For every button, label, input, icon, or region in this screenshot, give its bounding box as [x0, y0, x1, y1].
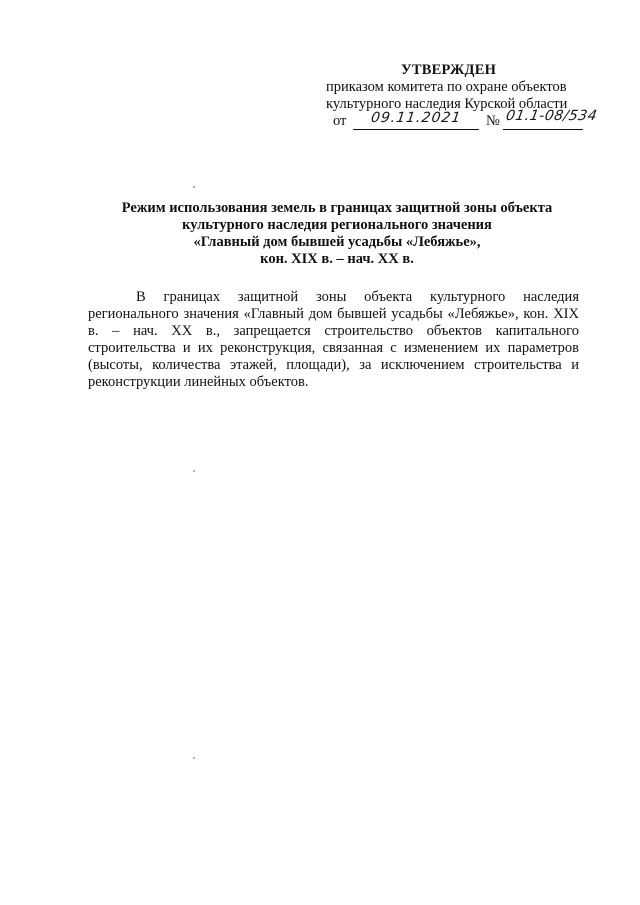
- date-label: от: [333, 113, 347, 129]
- date-field: [353, 111, 479, 130]
- handwritten-number: 01.1-08/534: [504, 108, 599, 124]
- title-line-1: Режим использования земель в границах защитной зоны объекта: [121, 200, 553, 216]
- body-paragraph: В границах защитной зоны объекта культурного наследия регионального значения «Главный дом бывшей усадьбы «Лебяжье», кон. XIX в. – нач. XX в., запрещается строительство объектов капитального строительства и их реконструкция, связанная с изменением их параметров (высоты, количества этажей, площади), за исключением строительства и реконструкции линейных объектов.: [88, 289, 579, 390]
- scan-speck: [193, 470, 195, 472]
- approval-date-number-line: [312, 108, 612, 133]
- scan-speck: [193, 757, 195, 759]
- number-label: №: [486, 113, 500, 129]
- approval-line-1: приказом комитета по охране объектов: [326, 79, 567, 95]
- title-line-4: кон. XIX в. – нач. XX в.: [260, 251, 414, 267]
- approval-heading: УТВЕРЖДЕН: [401, 62, 497, 78]
- approval-block: [312, 62, 612, 133]
- handwritten-date: 09.11.2021: [369, 110, 463, 126]
- approval-line-2: культурного наследия Курской области: [326, 96, 568, 112]
- scan-speck: [193, 186, 195, 188]
- document-title: [92, 200, 582, 268]
- document-body: [88, 289, 579, 391]
- title-line-2: культурного наследия регионального значения: [182, 217, 492, 233]
- title-line-3: «Главный дом бывшей усадьбы «Лебяжье»,: [193, 234, 481, 250]
- number-field: [503, 108, 599, 130]
